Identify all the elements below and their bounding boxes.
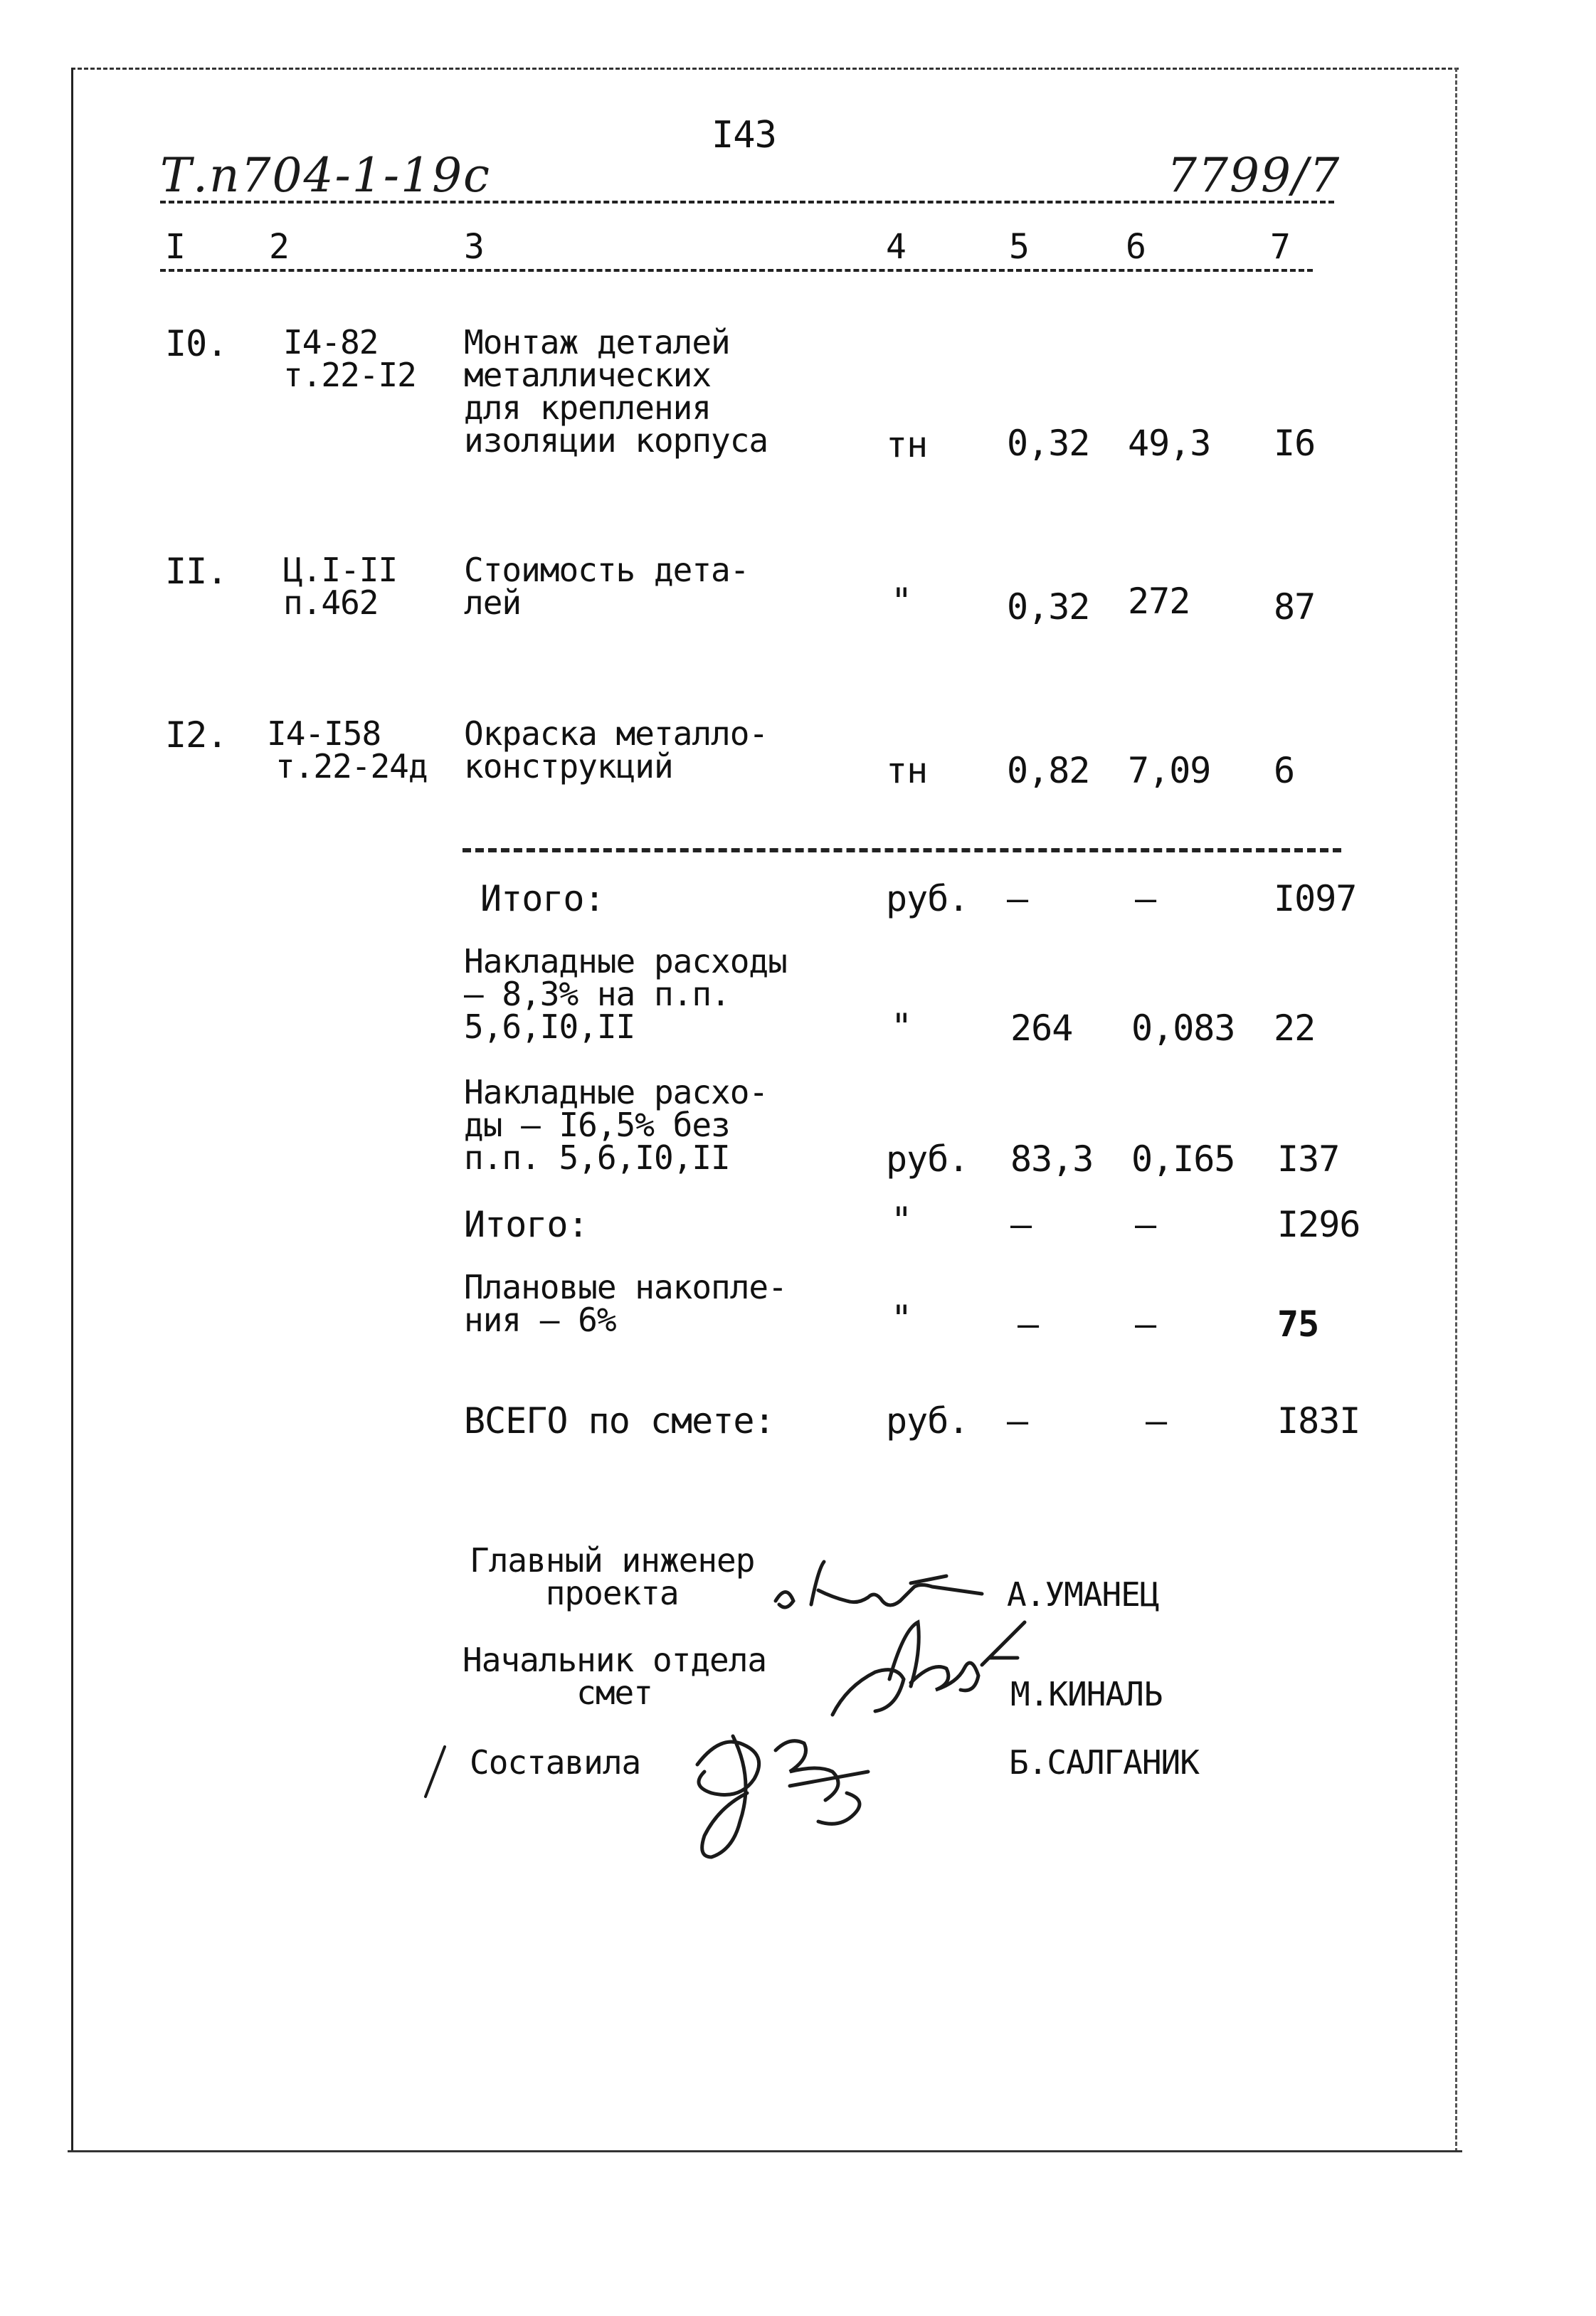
- row-10-qty: 0,32: [1007, 423, 1090, 464]
- chief-engineer-title-line2: проекта: [545, 1574, 679, 1612]
- signature-scribble-compiler: [669, 1708, 897, 1864]
- row-10-code-line1: I4-82: [283, 323, 379, 361]
- row-12-number: I2.: [165, 714, 228, 756]
- summary-overhead-1-unit: ": [891, 1006, 912, 1047]
- summary-overhead-2-line2: ды – I6,5% без: [464, 1106, 730, 1144]
- signature-head-of-estimates-name: М.КИНАЛЬ: [1010, 1675, 1163, 1713]
- row-12-price: 7,09: [1128, 750, 1211, 791]
- signature-chief-engineer-title: [470, 1541, 755, 1612]
- row-10-total: I6: [1274, 423, 1316, 464]
- frame-left-line: [71, 68, 73, 2152]
- summary-total-qty: –: [1010, 1204, 1032, 1245]
- summary-overhead-1-line1: Накладные расходы: [464, 942, 787, 980]
- signature-scribble-head-of-estimates: [818, 1615, 1046, 1722]
- summary-overhead-2-label: [464, 1073, 768, 1177]
- frame-bottom-line: [68, 2150, 1462, 2152]
- frame-right-line: [1455, 68, 1457, 2152]
- summary-subtotal-label: Итого:: [480, 878, 605, 919]
- row-12-qty: 0,82: [1007, 750, 1090, 791]
- summary-total-label: Итого:: [464, 1204, 588, 1245]
- summary-grand-total-label: ВСЕГО по смете:: [464, 1400, 775, 1442]
- row-10-desc-line3: для крепления: [464, 388, 712, 427]
- column-number-1: I: [165, 227, 185, 267]
- summary-overhead-2-qty: 83,3: [1010, 1138, 1094, 1180]
- row-11-code-line1: Ц.I-II: [283, 551, 398, 589]
- row-11-number: II.: [165, 551, 228, 592]
- signature-compiler-name: Б.САЛГАНИК: [1009, 1743, 1199, 1782]
- row-11-unit: ": [891, 581, 912, 622]
- row-10-desc-line4: изоляции корпуса: [464, 421, 768, 460]
- summary-overhead-2-line3: п.п. 5,6,I0,II: [464, 1138, 730, 1177]
- head-of-estimates-title-line2: смет: [576, 1673, 652, 1712]
- column-number-6: 6: [1126, 227, 1146, 267]
- row-11-description: [464, 551, 749, 622]
- row-10-description: [464, 323, 768, 460]
- column-number-5: 5: [1009, 227, 1029, 267]
- column-number-7: 7: [1270, 227, 1290, 267]
- summary-planned-label: [464, 1268, 787, 1339]
- row-12-desc-line2: конструкций: [464, 747, 673, 786]
- summary-grand-total-price: –: [1146, 1400, 1167, 1442]
- signature-head-of-estimates-title: [463, 1641, 767, 1712]
- summary-overhead-2-total: I37: [1277, 1138, 1340, 1180]
- summary-overhead-1-qty: 264: [1010, 1008, 1073, 1049]
- summary-total-unit: ": [891, 1200, 912, 1241]
- column-header-dashed-line: [160, 269, 1313, 272]
- row-10-code-line2: т.22-I2: [283, 356, 416, 394]
- row-11-qty: 0,32: [1007, 586, 1090, 628]
- summary-overhead-1-price: 0,083: [1131, 1008, 1235, 1049]
- summary-grand-total-qty: –: [1007, 1400, 1028, 1442]
- summary-total-price: –: [1135, 1204, 1156, 1245]
- chief-engineer-title-line1: Главный инженер: [470, 1541, 755, 1580]
- summary-planned-total: 75: [1277, 1304, 1319, 1345]
- summary-planned-unit: ": [891, 1298, 912, 1339]
- row-11-desc-line2: лей: [464, 583, 522, 622]
- header-dashed-line: [160, 201, 1334, 203]
- row-11-total: 87: [1274, 586, 1316, 628]
- signature-scribble-chief-engineer: [768, 1551, 1039, 1622]
- summary-overhead-1-total: 22: [1274, 1008, 1316, 1049]
- column-number-4: 4: [886, 227, 906, 267]
- head-of-estimates-title-line1: Начальник отдела: [463, 1641, 767, 1679]
- row-12-unit: тн: [886, 750, 928, 791]
- summary-grand-total-total: I83I: [1277, 1400, 1360, 1442]
- page-number: I43: [712, 114, 776, 157]
- frame-top-line: [71, 68, 1459, 70]
- summary-overhead-2-unit: руб.: [886, 1138, 969, 1180]
- row-10-desc-line2: металлических: [464, 356, 712, 394]
- summary-planned-line1: Плановые накопле-: [464, 1268, 787, 1306]
- row-12-code: [267, 714, 428, 786]
- summary-subtotal-qty: –: [1007, 878, 1028, 919]
- summary-overhead-2-line1: Накладные расхо-: [464, 1073, 768, 1111]
- summary-planned-line2: ния – 6%: [464, 1301, 616, 1339]
- column-number-3: 3: [464, 227, 484, 267]
- row-12-description: [464, 714, 768, 786]
- row-10-number: I0.: [165, 323, 228, 364]
- row-12-code-line2: т.22-24д: [275, 747, 428, 786]
- signature-compiler-title: Составила: [470, 1743, 641, 1782]
- row-11-price: 272: [1128, 581, 1190, 622]
- summary-overhead-1-label: [464, 942, 787, 1046]
- doc-code-handwritten: Т.п704-1-19с: [160, 148, 492, 203]
- compiler-slash-mark: [420, 1743, 448, 1800]
- row-10-unit: тн: [886, 424, 928, 465]
- summary-total-total: I296: [1277, 1204, 1360, 1245]
- summary-planned-price: –: [1135, 1304, 1156, 1345]
- column-number-2: 2: [269, 227, 289, 267]
- summary-overhead-1-line2: – 8,3% на п.п.: [464, 975, 730, 1013]
- doc-number-handwritten: 7799/7: [1167, 148, 1341, 203]
- summary-subtotal-total: I097: [1274, 878, 1357, 919]
- row-12-desc-line1: Окраска металло-: [464, 714, 768, 753]
- row-11-code-line2: п.462: [283, 583, 379, 622]
- summary-overhead-1-line3: 5,6,I0,II: [464, 1008, 635, 1046]
- row-12-code-line1: I4-I58: [267, 714, 381, 753]
- signature-chief-engineer-name: А.УМАНЕЦ: [1007, 1575, 1159, 1614]
- summary-dashed-separator: [463, 848, 1341, 852]
- row-11-code: [283, 551, 398, 622]
- row-10-price: 49,3: [1128, 423, 1211, 464]
- summary-overhead-2-price: 0,I65: [1131, 1138, 1235, 1180]
- summary-subtotal-price: –: [1135, 878, 1156, 919]
- row-10-code: [283, 323, 416, 394]
- row-11-desc-line1: Стоимость дета-: [464, 551, 749, 589]
- summary-planned-qty: –: [1018, 1304, 1039, 1345]
- row-10-desc-line1: Монтаж деталей: [464, 323, 730, 361]
- summary-subtotal-unit: руб.: [886, 878, 969, 919]
- row-12-total: 6: [1274, 750, 1295, 791]
- summary-grand-total-unit: руб.: [886, 1400, 969, 1442]
